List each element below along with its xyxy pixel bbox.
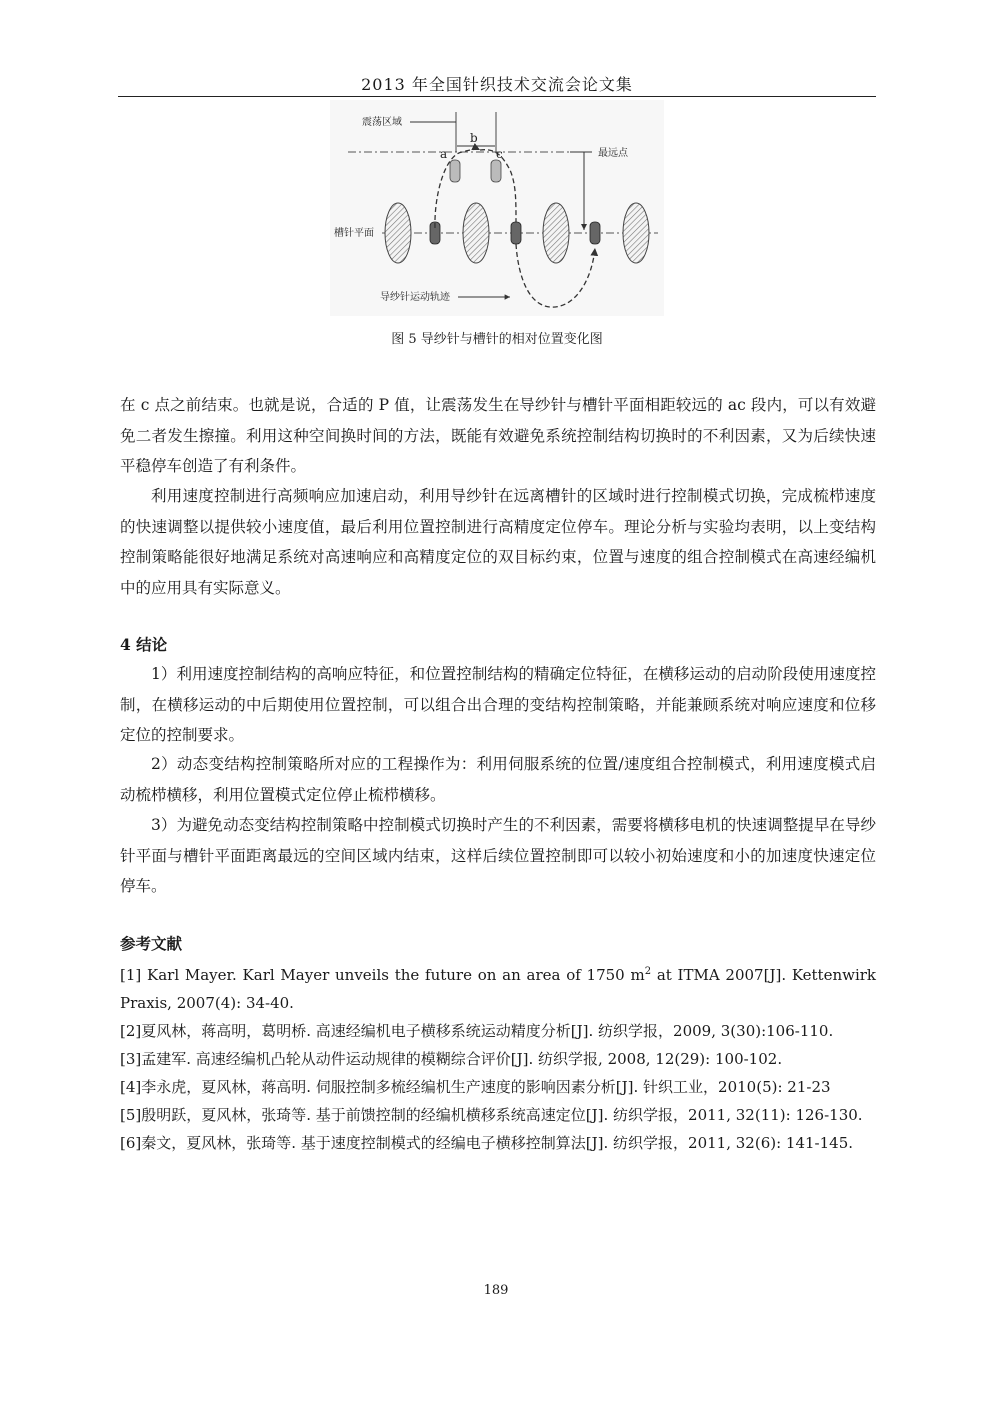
trick-needle xyxy=(463,203,489,263)
references-list xyxy=(120,958,876,1157)
label-guide-path: 导纱针运动轨迹 xyxy=(380,292,450,303)
guide-needle-far xyxy=(450,160,460,182)
guide-needle xyxy=(590,222,600,244)
superscript: 2 xyxy=(644,966,652,977)
label-c: c xyxy=(496,147,503,161)
label-oscillation-zone: 震荡区域 xyxy=(362,117,402,128)
reference-item: [3]孟建军. 高速经编机凸轮从动件运动规律的模糊综合评价[J]. 纺织学报, 2008, 12(29): 100-102. xyxy=(120,1050,783,1068)
page-number: 189 xyxy=(483,1283,509,1298)
label-b: b xyxy=(470,131,478,145)
reference-text: at ITMA 2007[J]. Kettenwirk Praxis, 2007(4): 34-40. xyxy=(120,966,877,1012)
reference-text: [1] Karl Mayer. Karl Mayer unveils the future on an area of 1750 m xyxy=(120,966,645,984)
references-heading: 参考文献 xyxy=(120,934,183,953)
conclusion-item: 3）为避免动态变结构控制策略中控制模式切换时产生的不利因素，需要将横移电机的快速调整提早在导纱针平面与槽针平面距离最远的空间区域内结束，这样后续位置控制即可以较小初始速度和小的加速度快速定位停车。 xyxy=(120,816,876,895)
reference-item: [4]李永虎，夏风林，蒋高明. 伺服控制多梳经编机生产速度的影响因素分析[J]. 针织工业，2010(5): 21-23 xyxy=(120,1078,831,1096)
reference-item xyxy=(120,958,876,1017)
figure-5 xyxy=(330,100,664,316)
trick-needle xyxy=(623,203,649,263)
reference-item: [2]夏风林，蒋高明，葛明桥. 高速经编机电子横移系统运动精度分析[J]. 纺织学报，2009, 3(30):106-110. xyxy=(120,1022,834,1040)
header-rule xyxy=(118,96,876,97)
guide-needle xyxy=(511,222,521,244)
label-trick-plane: 槽针平面 xyxy=(334,228,374,239)
conclusion-item: 1）利用速度控制结构的高响应特征，和位置控制结构的精确定位特征，在横移运动的启动阶段使用速度控制，在横移运动的中后期使用位置控制，可以组合出合理的变结构控制策略，并能兼顾系统对响应速度和位移定位的控制要求。 xyxy=(120,665,876,744)
conclusion-item: 2）动态变结构控制策略所对应的工程操作为：利用伺服系统的位置/速度组合控制模式，利用速度模式启动梳栉横移，利用位置模式定位停止梳栉横移。 xyxy=(120,755,876,804)
body-paragraph: 利用速度控制进行高频响应加速启动，利用导纱针在远离槽针的区域时进行控制模式切换，完成梳栉速度的快速调整以提供较小速度值，最后利用位置控制进行高精度定位停车。理论分析与实验均表明，以上变结构控制策略能很好地满足系统对高速响应和高精度定位的双目标约束，位置与速度的组合控制模式在高速经编机中的应用具有实际意义。 xyxy=(120,487,876,597)
guide-needle-far xyxy=(491,160,501,182)
running-header: 2013 年全国针织技术交流会论文集 xyxy=(361,75,633,94)
trick-needle xyxy=(543,203,569,263)
reference-item: [6]秦文，夏风林，张琦等. 基于速度控制模式的经编电子横移控制算法[J]. 纺织学报，2011, 32(6): 141-145. xyxy=(120,1134,854,1152)
body-paragraph: 在 c 点之前结束。也就是说，合适的 P 值，让震荡发生在导纱针与槽针平面相距较远的 ac 段内，可以有效避免二者发生擦撞。利用这种空间换时间的方法，既能有效避免系统控制结构切换时的不利因素，又为后续快速平稳停车创造了有利条件。 xyxy=(120,396,876,475)
figure-diagram xyxy=(330,100,664,316)
figure-caption: 图 5 导纱针与槽针的相对位置变化图 xyxy=(391,332,603,347)
reference-item: [5]殷明跃，夏风林，张琦等. 基于前馈控制的经编机横移系统高速定位[J]. 纺织学报，2011, 32(11): 126-130. xyxy=(120,1106,863,1124)
label-a: a xyxy=(440,147,448,161)
trick-needle xyxy=(385,203,411,263)
section-heading: 4 结论 xyxy=(120,635,168,654)
label-farthest-point: 最远点 xyxy=(598,148,628,159)
